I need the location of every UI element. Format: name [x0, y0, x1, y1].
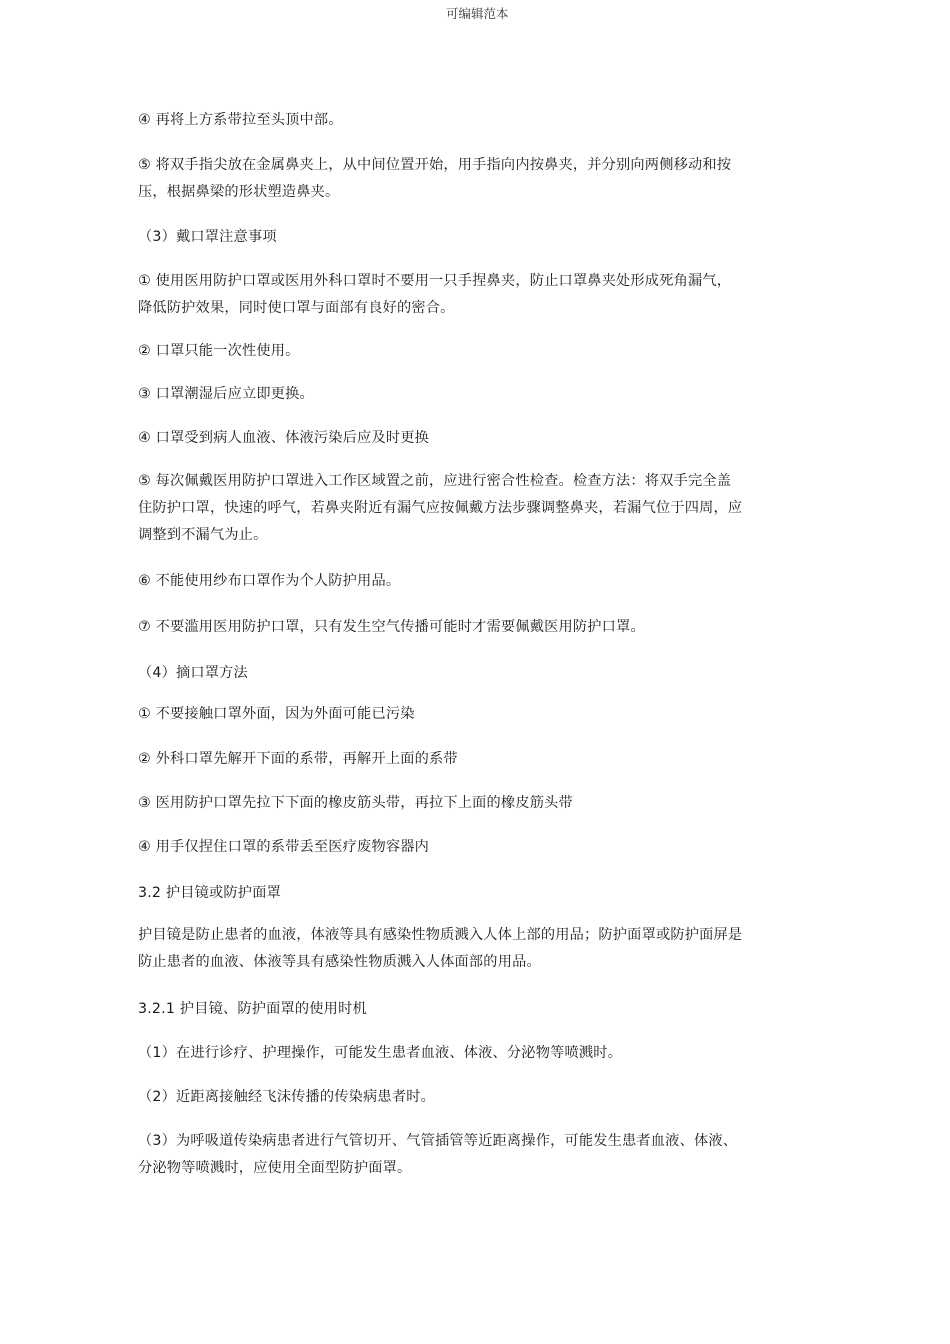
paragraph	[138, 381, 813, 408]
section-heading	[138, 660, 813, 687]
text-line: ④ 用手仅捏住口罩的系带丢至医疗废物容器内	[138, 839, 429, 855]
paragraph	[138, 468, 813, 549]
paragraph	[138, 1128, 813, 1182]
text-line: 3.2.1 护目镜、防护面罩的使用时机	[138, 1001, 367, 1017]
text-line: ⑥ 不能使用纱布口罩作为个人防护用品。	[138, 573, 401, 589]
text-line: 调整到不漏气为止。	[138, 527, 268, 543]
text-line: ③ 医用防护口罩先拉下下面的橡皮筋头带，再拉下上面的橡皮筋头带	[138, 795, 573, 811]
paragraph	[138, 922, 813, 976]
paragraph	[138, 834, 813, 861]
text-line: （2）近距离接触经飞沫传播的传染病患者时。	[138, 1089, 435, 1105]
paragraph	[138, 338, 813, 365]
paragraph	[138, 107, 813, 134]
text-line: （1）在进行诊疗、护理操作，可能发生患者血液、体液、分泌物等喷溅时。	[138, 1045, 623, 1061]
text-line: ⑤ 将双手指尖放在金属鼻夹上，从中间位置开始，用手指向内按鼻夹，并分别向两侧移动和按	[138, 157, 732, 173]
paragraph	[138, 746, 813, 773]
text-line: 压，根据鼻梁的形状塑造鼻夹。	[138, 184, 340, 200]
paragraph	[138, 268, 813, 322]
text-line: ② 外科口罩先解开下面的系带，再解开上面的系带	[138, 751, 458, 767]
paragraph	[138, 1040, 813, 1067]
paragraph	[138, 152, 813, 206]
paragraph	[138, 790, 813, 817]
paragraph	[138, 425, 813, 452]
text-line: ⑦ 不要滥用医用防护口罩，只有发生空气传播可能时才需要佩戴医用防护口罩。	[138, 619, 645, 635]
text-line: 防止患者的血液、体液等具有感染性物质溅入人体面部的用品。	[138, 954, 541, 970]
text-line: ④ 再将上方系带拉至头顶中部。	[138, 112, 343, 128]
text-line: （3）戴口罩注意事项	[138, 229, 277, 245]
text-line: ⑤ 每次佩戴医用防护口罩进入工作区域置之前，应进行密合性检查。检查方法：将双手完全盖	[138, 473, 732, 489]
text-line: 住防护口罩，快速的呼气，若鼻夹附近有漏气应按佩戴方法步骤调整鼻夹，若漏气位于四周，应	[138, 500, 743, 516]
text-line: ④ 口罩受到病人血液、体液污染后应及时更换	[138, 430, 429, 446]
paragraph	[138, 1084, 813, 1111]
text-line: ② 口罩只能一次性使用。	[138, 343, 300, 359]
section-heading	[138, 224, 813, 251]
page-header: 可编辑范本	[446, 6, 509, 21]
paragraph	[138, 568, 813, 595]
text-line: 分泌物等喷溅时，应使用全面型防护面罩。	[138, 1160, 412, 1176]
text-line: 降低防护效果，同时使口罩与面部有良好的密合。	[138, 300, 455, 316]
section-heading	[138, 880, 813, 907]
section-heading	[138, 996, 813, 1023]
text-line: 护目镜是防止患者的血液，体液等具有感染性物质溅入人体上部的用品；防护面罩或防护面屏是	[138, 927, 743, 943]
text-line: （3）为呼吸道传染病患者进行气管切开、气管插管等近距离操作，可能发生患者血液、体液、	[138, 1133, 738, 1149]
text-line: ① 不要接触口罩外面，因为外面可能已污染	[138, 706, 415, 722]
paragraph	[138, 701, 813, 728]
text-line: 3.2 护目镜或防护面罩	[138, 885, 281, 901]
text-line: （4）摘口罩方法	[138, 665, 248, 681]
text-line: ③ 口罩潮湿后应立即更换。	[138, 386, 314, 402]
paragraph	[138, 614, 813, 641]
text-line: ① 使用医用防护口罩或医用外科口罩时不要用一只手捏鼻夹，防止口罩鼻夹处形成死角漏气，	[138, 273, 732, 289]
